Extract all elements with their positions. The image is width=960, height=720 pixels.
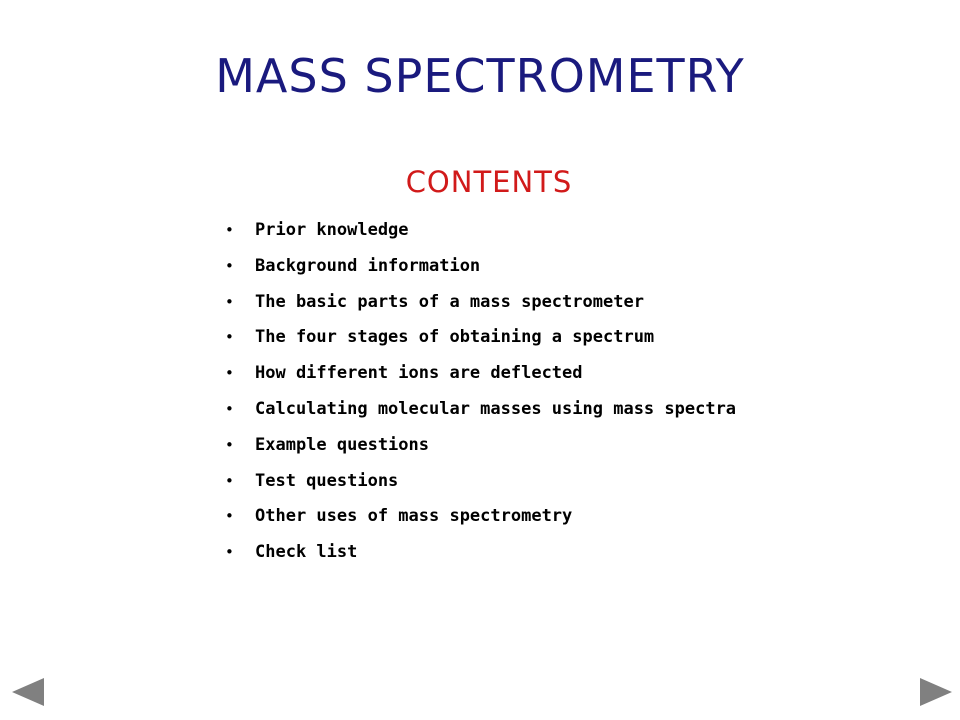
contents-item-label: Prior knowledge: [255, 220, 409, 240]
bullet-icon: •: [225, 328, 234, 347]
contents-item-label: Other uses of mass spectrometry: [255, 506, 573, 527]
contents-item-background-information[interactable]: [225, 251, 736, 287]
bullet-icon: •: [225, 256, 234, 275]
next-slide-button[interactable]: [918, 677, 954, 707]
contents-item-label: Calculating molecular masses using mass spectra: [255, 398, 737, 419]
contents-list: [225, 215, 736, 573]
contents-item-molecular-masses[interactable]: [225, 394, 736, 430]
bullet-icon: •: [225, 471, 234, 490]
contents-item-label: The four stages of obtaining a spectrum: [255, 327, 655, 348]
contents-item-check-list[interactable]: [225, 537, 736, 573]
contents-item-label: The basic parts of a mass spectrometer: [255, 291, 644, 312]
contents-item-label: Check list: [255, 542, 358, 563]
bullet-icon: •: [225, 507, 234, 526]
bullet-icon: •: [225, 399, 234, 418]
contents-item-ion-deflection[interactable]: [225, 358, 736, 394]
contents-item-example-questions[interactable]: [225, 430, 736, 466]
contents-item-other-uses[interactable]: [225, 501, 736, 537]
contents-item-test-questions[interactable]: [225, 466, 736, 502]
previous-slide-button[interactable]: [10, 677, 46, 707]
contents-item-four-stages[interactable]: [225, 322, 736, 358]
contents-item-label: Background information: [255, 255, 481, 276]
bullet-icon: •: [225, 543, 234, 562]
bullet-icon: •: [225, 435, 234, 454]
contents-item-label: Example questions: [255, 434, 429, 455]
bullet-icon: •: [225, 292, 234, 311]
slide-title: MASS SPECTROMETRY: [215, 49, 745, 103]
contents-item-label: How different ions are deflected: [255, 363, 583, 384]
contents-item-prior-knowledge[interactable]: [225, 215, 736, 251]
contents-heading: CONTENTS: [405, 165, 573, 199]
bullet-icon: •: [225, 221, 234, 239]
bullet-icon: •: [225, 364, 234, 383]
triangle-right-icon: [918, 677, 954, 707]
contents-item-label: Test questions: [255, 470, 399, 491]
contents-item-basic-parts[interactable]: [225, 287, 736, 323]
triangle-left-icon: [10, 677, 46, 707]
